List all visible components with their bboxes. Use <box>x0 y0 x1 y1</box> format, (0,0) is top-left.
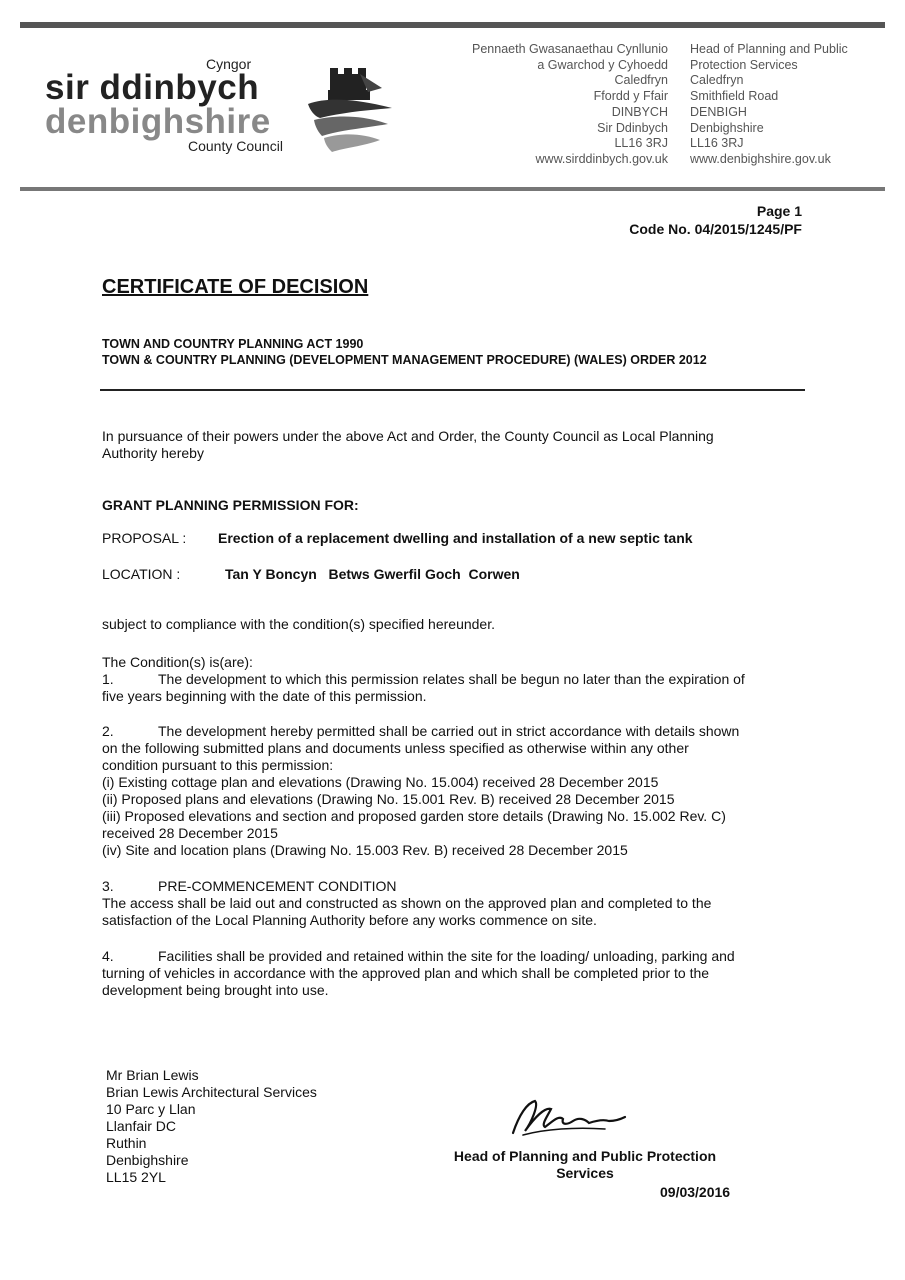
location-value: Tan Y Boncyn Betws Gwerfil Goch Corwen <box>225 566 520 582</box>
logo-sir-ddinbych: sir ddinbych <box>45 68 260 107</box>
address-english <box>690 42 890 168</box>
signatory-line: Head of Planning and Public Protection <box>453 1148 717 1164</box>
logo-county-council: County Council <box>188 138 283 154</box>
condition-number: 2. <box>102 723 114 739</box>
signatory-title <box>440 1148 730 1182</box>
top-border <box>20 22 885 28</box>
act-title-1: TOWN AND COUNTRY PLANNING ACT 1990 <box>102 337 364 351</box>
location-label: LOCATION : <box>102 566 181 582</box>
act-title-2: TOWN & COUNTRY PLANNING (DEVELOPMENT MANAGEMENT PROCEDURE) (WALES) ORDER 2012 <box>102 353 707 367</box>
decision-date: 09/03/2016 <box>660 1184 731 1200</box>
condition-4 <box>102 948 792 999</box>
condition-line: (i) Existing cottage plan and elevations (Drawing No. 15.004) received 28 December 2015 <box>102 774 659 790</box>
address-line: Head of Planning and Public <box>690 42 848 56</box>
condition-2 <box>102 723 792 859</box>
proposal-value: Erection of a replacement dwelling and installation of a new septic tank <box>218 530 693 546</box>
address-line: a Gwarchod y Cyhoedd <box>537 57 668 72</box>
address-line: DENBIGH <box>690 104 747 119</box>
address-line: LL15 2YL <box>106 1169 166 1185</box>
address-welsh <box>420 42 668 168</box>
address-line: Denbighshire <box>106 1152 189 1168</box>
signatory-line: Services <box>556 1165 614 1181</box>
address-line: Ruthin <box>106 1135 147 1151</box>
address-line: DINBYCH <box>611 104 668 119</box>
page-number: Page 1 <box>756 203 802 219</box>
condition-line: development being brought into use. <box>102 982 329 998</box>
address-line: 10 Parc y Llan <box>106 1101 196 1117</box>
address-line: Sir Ddinbych <box>597 120 668 135</box>
condition-line: (iii) Proposed elevations and section and proposed garden store details (Drawing No. 15.002 Rev. C) <box>102 808 726 824</box>
condition-line: Facilities shall be provided and retained within the site for the loading/ unloading, parking and <box>158 948 735 964</box>
condition-line: satisfaction of the Local Planning Authority before any works commence on site. <box>102 912 597 928</box>
paragraph-line: In pursuance of their powers under the above Act and Order, the County Council as Local Planning <box>102 428 714 444</box>
address-line: Llanfair DC <box>106 1118 177 1134</box>
condition-1 <box>102 671 792 705</box>
section-divider <box>100 389 805 391</box>
address-line: Caledfryn <box>690 73 744 88</box>
address-line: Denbighshire <box>690 120 764 135</box>
paragraph-line: Authority hereby <box>102 445 204 461</box>
condition-number: 3. <box>102 878 114 894</box>
condition-line: PRE-COMMENCEMENT CONDITION <box>158 878 397 894</box>
castle-wave-crest-icon <box>300 60 400 155</box>
address-line: Mr Brian Lewis <box>106 1067 199 1083</box>
condition-line: received 28 December 2015 <box>102 825 278 841</box>
condition-line: The access shall be laid out and constructed as shown on the approved plan and completed to the <box>102 895 712 911</box>
condition-line: The development hereby permitted shall be carried out in strict accordance with details shown <box>158 723 740 739</box>
condition-number: 1. <box>102 671 114 687</box>
condition-line: (ii) Proposed plans and elevations (Drawing No. 15.001 Rev. B) received 28 December 2015 <box>102 791 675 807</box>
condition-line: turning of vehicles in accordance with the approved plan and which shall be completed prior to the <box>102 965 710 981</box>
address-line: Pennaeth Gwasanaethau Cynllunio <box>472 42 668 56</box>
logo-denbighshire: denbighshire <box>45 102 271 141</box>
logo-cyngor: Cyngor <box>206 56 252 72</box>
website-link-welsh[interactable]: www.sirddinbych.gov.uk <box>535 151 668 166</box>
address-line: Brian Lewis Architectural Services <box>106 1084 317 1100</box>
address-line: Protection Services <box>690 57 798 72</box>
header-divider <box>20 187 885 191</box>
address-line: LL16 3RJ <box>690 136 744 151</box>
conditions-heading: The Condition(s) is(are): <box>102 654 253 670</box>
pursuance-paragraph <box>102 428 792 462</box>
condition-number: 4. <box>102 948 114 964</box>
address-line: Caledfryn <box>614 73 668 88</box>
handwritten-signature <box>505 1095 630 1145</box>
condition-line: (iv) Site and location plans (Drawing No. 15.003 Rev. B) received 28 December 2015 <box>102 842 628 858</box>
condition-line: five years beginning with the date of this permission. <box>102 688 427 704</box>
website-link-english[interactable]: www.denbighshire.gov.uk <box>690 151 831 166</box>
grant-heading: GRANT PLANNING PERMISSION FOR: <box>102 497 359 513</box>
agent-address <box>106 1067 317 1186</box>
condition-line: on the following submitted plans and documents unless specified as otherwise within any other <box>102 740 689 756</box>
address-line: Smithfield Road <box>690 89 779 104</box>
condition-line: condition pursuant to this permission: <box>102 757 334 773</box>
condition-3 <box>102 878 792 929</box>
address-line: LL16 3RJ <box>614 136 668 151</box>
address-line: Ffordd y Ffair <box>593 89 668 104</box>
proposal-label: PROPOSAL : <box>102 530 187 546</box>
condition-line: The development to which this permission relates shall be begun no later than the expiration of <box>158 671 745 687</box>
certificate-title: CERTIFICATE OF DECISION <box>102 276 369 298</box>
code-number: Code No. 04/2015/1245/PF <box>629 221 802 237</box>
subject-statement: subject to compliance with the condition(s) specified hereunder. <box>102 616 495 632</box>
